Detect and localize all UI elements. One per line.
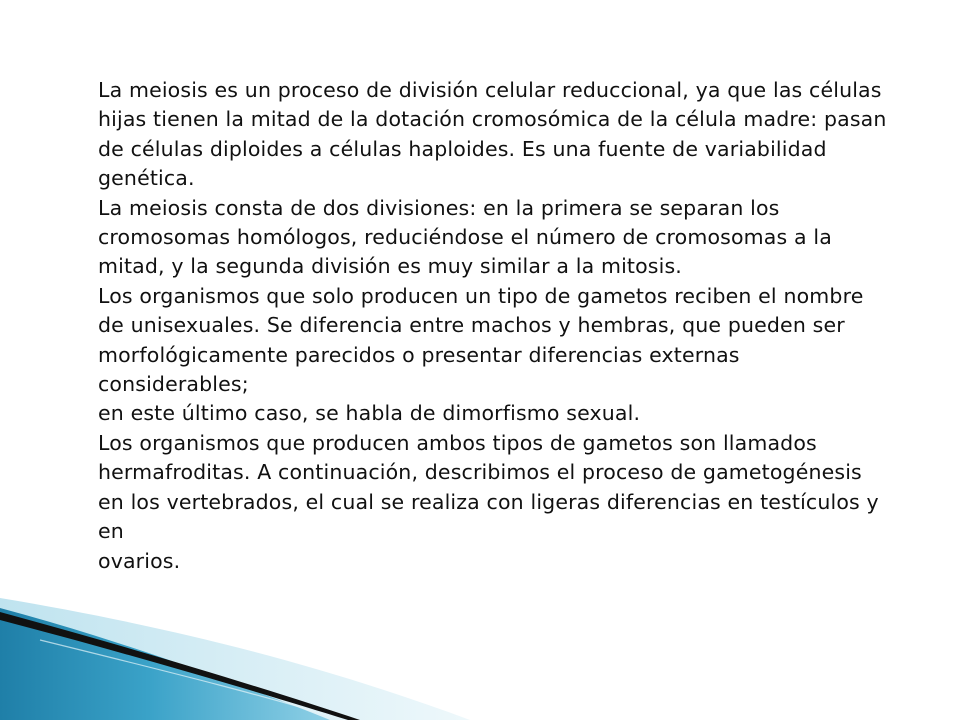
paragraph-unisexual-organisms: Los organismos que solo producen un tipo de gametos reciben el nombre de unisexuales. Se diferencia entre machos y hembras, que pueden ser morfológicamente parecidos o presentar diferencias externas considerables; bbox=[98, 283, 864, 397]
paragraph-meiosis-definition: La meiosis es un proceso de división celular reduccional, ya que las células hijas tienen la mitad de la dotación cromosómica de la célula madre: pasan de células diploides a células haploides. Es una fuente de variabilidad genética. bbox=[98, 78, 887, 191]
paragraph-meiosis-divisions: La meiosis consta de dos divisiones: en la primera se separan los cromosomas homólogos, reduciéndose el número de cromosomas a la mitad, y la segunda división es muy similar a la mitosis. bbox=[98, 195, 832, 279]
paragraph-ovaries: ovarios. bbox=[98, 548, 181, 573]
paragraph-hermaphrodites: Los organismos que producen ambos tipos de gametos son llamados hermafroditas. A continuación, describimos el proceso de gametogénesis en los vertebrados, el cual se realiza con ligeras diferencias en testículos y en bbox=[98, 430, 879, 544]
swoosh-blue-band bbox=[0, 608, 330, 720]
paragraph-sexual-dimorphism: en este último caso, se habla de dimorfismo sexual. bbox=[98, 401, 641, 426]
slide-body-text bbox=[98, 76, 888, 576]
swoosh-light-band bbox=[0, 598, 470, 720]
swoosh-highlight-line bbox=[40, 640, 340, 720]
swoosh-dark-line bbox=[0, 612, 360, 720]
